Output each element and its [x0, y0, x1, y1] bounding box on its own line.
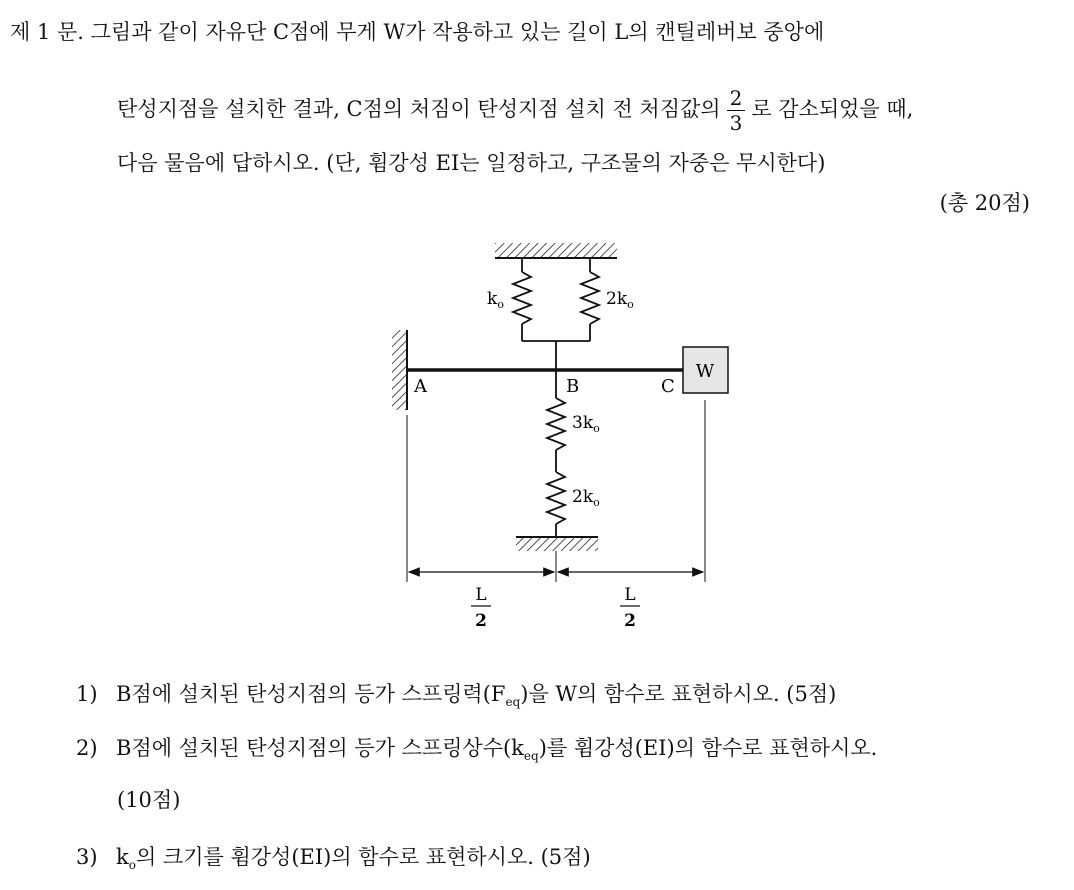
spring-label-2ko-top: $2k_o$ — [606, 289, 634, 311]
svg-text:L: L — [475, 585, 487, 605]
point-c-label: C — [661, 376, 675, 397]
dimension-right-half — [620, 585, 640, 631]
problem-line-3: 다음 물음에 답하시오. (단, 휨강성 EI는 일정하고, 구조물의 자중은 무시한다) — [117, 151, 826, 175]
spring-label-3ko: $3k_o$ — [572, 413, 600, 435]
question-1-subscript: eq — [505, 695, 521, 710]
question-3-number: 3) — [76, 845, 98, 869]
spring-label-ko: $k_o$ — [487, 289, 504, 311]
question-1-number: 1) — [76, 682, 98, 706]
top-right-spring — [581, 258, 599, 341]
bottom-fixed-support — [516, 537, 598, 551]
problem-line-2-end: 로 감소되었을 때, — [751, 97, 914, 121]
bottom-upper-spring — [547, 398, 565, 472]
top-left-spring — [513, 258, 531, 341]
question-2-text-b: )를 휨강성(EI)의 함수로 표현하시오. — [538, 736, 878, 760]
question-2 — [76, 734, 877, 770]
load-block — [683, 347, 728, 393]
svg-text:2: 2 — [624, 611, 636, 631]
fraction-denominator: 3 — [729, 111, 743, 135]
question-2-subscript: eq — [523, 749, 539, 764]
dimension-left-half — [471, 585, 491, 631]
question-2-number: 2) — [76, 736, 98, 760]
svg-text:2: 2 — [475, 611, 487, 631]
fraction-numerator: 2 — [727, 86, 746, 111]
problem-line-1: 제 1 문. 그림과 같이 자유단 C점에 무게 W가 작용하고 있는 길이 L의 캔틸레버보 중앙에 — [10, 20, 825, 44]
total-points: (총 20점) — [939, 191, 1030, 215]
question-1-text-a: B점에 설치된 탄성지점의 등가 스프링력(F — [116, 682, 506, 706]
top-fixed-support — [495, 243, 617, 258]
problem-line-2-start: 탄성지점을 설치한 결과, C점의 처짐이 탄성지점 설치 전 처짐값의 — [117, 97, 721, 121]
question-2-points: (10점) — [117, 788, 181, 812]
bottom-lower-spring — [547, 472, 565, 537]
question-3-text-b: 의 크기를 휨강성(EI)의 함수로 표현하시오. (5점) — [135, 845, 591, 869]
question-3 — [76, 843, 591, 879]
point-a-label: A — [414, 376, 427, 397]
spring-label-2ko-bottom: $2k_o$ — [572, 487, 600, 509]
question-2-text-a: B점에 설치된 탄성지점의 등가 스프링상수(k — [116, 736, 524, 760]
question-3-text-a: k — [116, 845, 129, 869]
question-3-subscript: o — [128, 858, 136, 873]
load-label: W — [695, 361, 715, 382]
point-b-label: B — [566, 376, 580, 397]
left-wall-support — [392, 330, 407, 410]
question-1-text-b: )을 W의 함수로 표현하시오. (5점) — [520, 682, 837, 706]
question-1 — [76, 680, 836, 716]
svg-text:L: L — [624, 585, 636, 605]
